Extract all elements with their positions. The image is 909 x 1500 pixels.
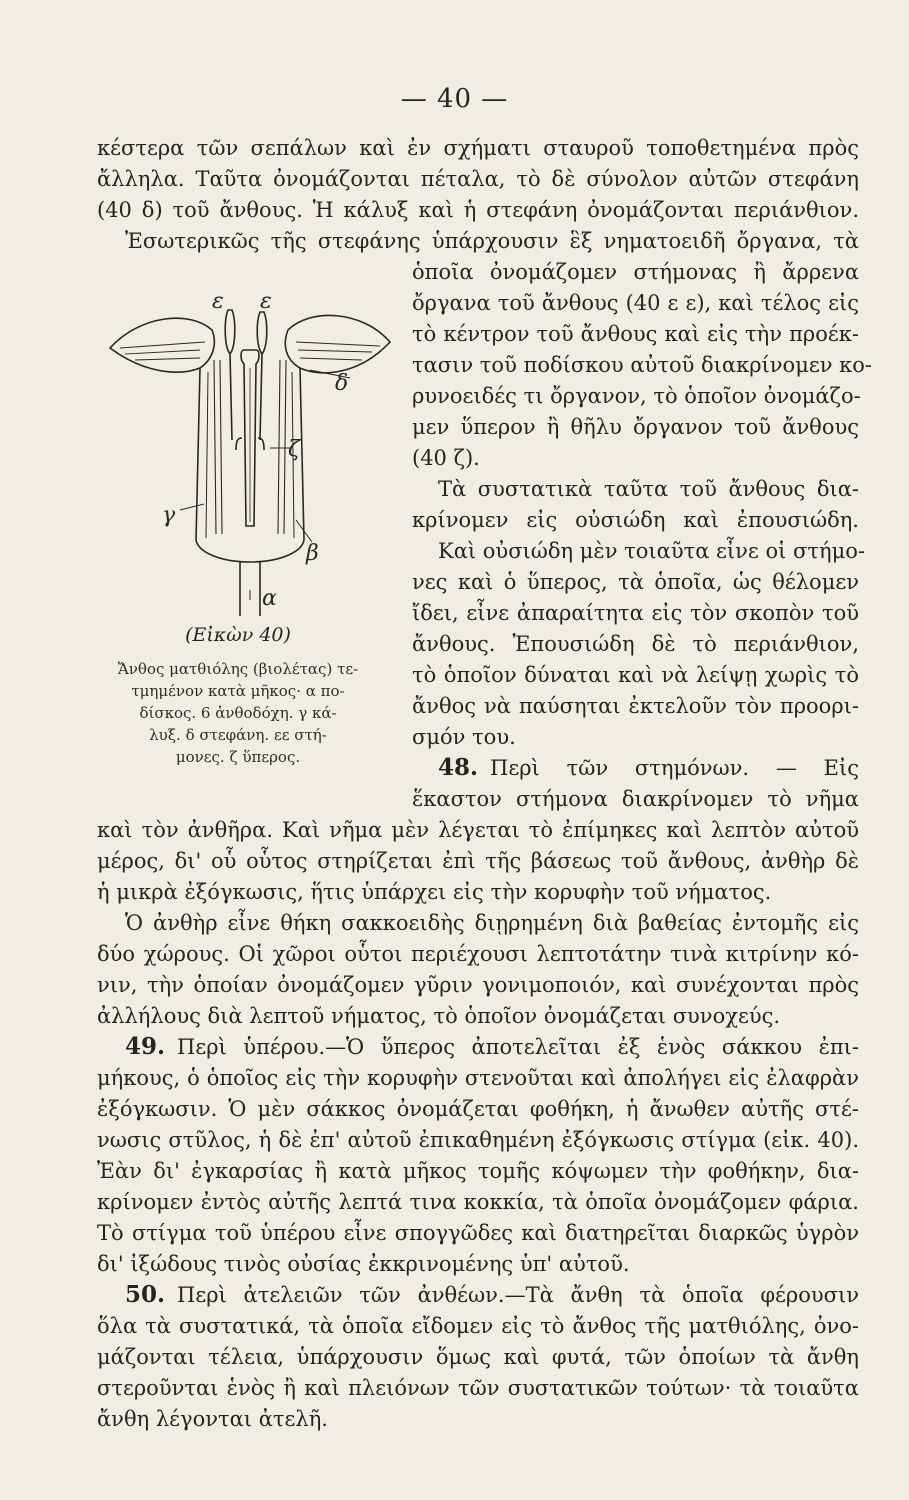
section-title-line: Περὶ τῶν στημόνων. — Εἰς — [490, 756, 859, 780]
section-number: 48. — [438, 754, 479, 781]
stamen-filament — [260, 354, 262, 440]
label-d: δ — [335, 371, 349, 396]
text-line: ἄνθος νὰ παύσηται ἐκτελοῦν τὸν προορι- — [412, 694, 859, 718]
text-line: ὄργανα τοῦ ἄνθους (40 ε ε), καὶ τέλος εἰς — [412, 291, 859, 315]
section-50-heading — [125, 1280, 859, 1310]
stamen-anther — [257, 312, 267, 354]
text-line: Καὶ οὐσιώδη μὲν τοιαῦτα εἶνε οἱ στήμο- — [438, 539, 865, 563]
label-e-2: ε — [260, 290, 272, 314]
text-line: ἄνθη λέγονται ἀτελῆ. — [97, 1407, 328, 1431]
text-line: Ὁ ἀνθὴρ εἶνε θήκη σακκοειδὴς διῃρημένη διὰ βαθείας ἐντομῆς εἰς — [125, 911, 859, 935]
figure-caption-line: δίσκος. 6 ἀνθοδόχη. γ κά- — [139, 704, 337, 722]
text-line: δύο χώρους. Οἱ χῶροι οὗτοι περιέχουσι λεπτοτάτην τινὰ κιτρίνην κό- — [97, 942, 859, 966]
text-line: σμόν του. — [412, 725, 516, 749]
text-line: νες καὶ ὁ ὕπερος, τὰ ὁποῖα, ὡς θέλομεν — [412, 570, 859, 594]
text-line: ὅλα τὰ συστατικά, τὰ ὁποῖα εἴδομεν εἰς τὸ ἄνθος τῆς ματθιόλης, ὀνο- — [97, 1314, 859, 1338]
text-line: στεροῦνται ἑνὸς ἢ καὶ πλειόνων τῶν συστατικῶν τούτων· τὰ τοιαῦτα — [97, 1376, 859, 1400]
text-line: τασιν τοῦ ποδίσκου αὐτοῦ διακρίνομεν κο- — [412, 353, 873, 377]
figure-caption-line: Ἄνθος ματθιόλης (βιολέτας) τε- — [117, 660, 359, 678]
text-line: ἕκαστον στήμονα διακρίνομεν τὸ νῆμα — [412, 787, 859, 811]
petal-hatching — [120, 342, 205, 360]
section-number: 49. — [125, 1033, 166, 1060]
text-line: κέστερα τῶν σεπάλων καὶ ἐν σχήματι σταυροῦ τοποθετημένα πρὸς — [97, 136, 859, 160]
text-line: δι' ἰξώδους τινὸς οὐσίας ἐκκρινομένης ὑπ' αὐτοῦ. — [97, 1252, 630, 1276]
text-line: ἄνθους. Ἐπουσιώδη δὲ τὸ περιάνθιον, — [412, 632, 859, 656]
text-line: καὶ τὸν ἀνθῆρα. Καὶ νῆμα μὲν λέγεται τὸ ἐπίμηκες καὶ λεπτὸν αὐτοῦ — [97, 818, 859, 842]
label-b: β — [306, 541, 319, 566]
text-line: μέρος, δι' οὗ οὗτος στηρίζεται ἐπὶ τῆς βάσεως τοῦ ἄνθους, ἀνθὴρ δὲ — [97, 849, 859, 873]
text-line: (40 ζ). — [412, 446, 480, 470]
text-line: Ἐσωτερικῶς τῆς στεφάνης ὑπάρχουσιν ἓξ νηματοειδῆ ὄργανα, τὰ — [125, 229, 859, 253]
figure-caption-line: τμημένον κατὰ μῆκος· α πο- — [131, 682, 345, 700]
label-e-1: ε — [212, 290, 224, 314]
page-number: — 40 — — [400, 84, 509, 114]
text-line: ρυνοειδές τι ὄργανον, τὸ ὁποῖον ὀνομάζο- — [412, 384, 861, 408]
text-line: μάζονται τέλεια, ὑπάρχουσιν ὅμως καὶ φυτά, τῶν ὁποίων τὰ ἄνθη — [97, 1345, 859, 1369]
leader-line — [180, 504, 204, 510]
text-line: τὸ ὁποῖον δύναται καὶ νὰ λείψῃ χωρὶς τὸ — [412, 663, 859, 687]
text-line: νιν, τὴν ὁποίαν ὀνομάζομεν γῦριν γονιμοποιόν, καὶ συνέχονται πρὸς — [97, 973, 859, 997]
label-z: ζ — [288, 437, 300, 462]
text-line: (40 δ) τοῦ ἄνθους. Ἡ κάλυξ καὶ ἡ στεφάνη ὀνομάζονται περιάνθιον. — [97, 198, 859, 222]
text-line: μήκους, ὁ ὁποῖος εἰς τὴν κορυφὴν στενοῦται καὶ ἀπολήγει εἰς ἐλαφρὰν — [97, 1066, 859, 1090]
section-49-heading — [125, 1032, 859, 1062]
section-48-heading — [438, 753, 859, 783]
text-line: ἐξόγκωσιν. Ὁ μὲν σάκκος ὀνομάζεται φοθήκη, ἡ ἄνωθεν αὐτῆς στέ- — [97, 1097, 859, 1121]
section-title-line: Περὶ ὑπέρου.—Ὁ ὕπερος ἀποτελεῖται ἐξ ἑνὸς σάκκου ἐπι- — [177, 1035, 859, 1059]
flower-section-figure — [100, 290, 400, 620]
pedicel — [240, 562, 260, 616]
text-line: ἴδει, εἶνε ἀπαραίτητα εἰς τὸν σκοπὸν τοῦ — [412, 601, 859, 625]
text-line: ὁποῖα ὀνομάζομεν στήμονας ἢ ἄρρενα — [412, 260, 859, 284]
text-line: τὸ κέντρον τοῦ ἄνθους καὶ εἰς τὴν προέκ- — [412, 322, 859, 346]
text-line: Τὸ στίγμα τοῦ ὑπέρου εἶνε σπογγῶδες καὶ διατηρεῖται διαρκῶς ὑγρὸν — [97, 1221, 859, 1245]
text-line: μεν ὕπερον ἢ θῆλυ ὄργανον τοῦ ἄνθους — [412, 415, 859, 439]
text-line: κρίνομεν ἐντὸς αὐτῆς λεπτά τινα κοκκία, τὰ ὁποῖα ὀνομάζομεν φάρια. — [97, 1190, 859, 1214]
section-number: 50. — [125, 1281, 166, 1308]
label-a: α — [262, 586, 277, 611]
petal-hatching — [296, 342, 380, 360]
section-title-line: Περὶ ἀτελειῶν τῶν ἀνθέων.—Τὰ ἄνθη τὰ ὁποῖα φέρουσιν — [177, 1283, 859, 1307]
figure-title: (Εἰκὼν 40) — [185, 624, 291, 646]
text-line: Ἐὰν δι' ἐγκαρσίας ἢ κατὰ μῆκος τομῆς κόψωμεν τὴν φοθήκην, δια- — [97, 1159, 859, 1183]
label-g: γ — [162, 503, 176, 528]
text-line: νωσις στῦλος, ἡ δὲ ἐπ' αὐτοῦ ἐπικαθημένη ἐξόγκωσις στίγμα (εἰκ. 40). — [97, 1128, 859, 1152]
text-line: ἡ μικρὰ ἐξόγκωσις, ἥτις ὑπάρχει εἰς τὴν κορυφὴν τοῦ νήματος. — [97, 880, 772, 904]
text-line: ἀλλήλους διὰ λεπτοῦ νήματος, τὸ ὁποῖον ὀνομάζεται συνοχεύς. — [97, 1004, 781, 1028]
figure-caption-line: λυξ. δ στεφάνη. εε στή- — [149, 726, 327, 744]
text-line: ἄλληλα. Ταῦτα ὀνομάζονται πέταλα, τὸ δὲ σύνολον αὐτῶν στεφάνη — [97, 167, 859, 191]
stamen-anther — [225, 310, 235, 354]
stamen-filament — [230, 354, 232, 440]
text-line: Τὰ συστατικὰ ταῦτα τοῦ ἄνθους δια- — [438, 477, 859, 501]
text-line: κρίνομεν εἰς οὐσιώδη καὶ ἐπουσιώδη. — [412, 508, 859, 532]
figure-caption-line: μονες. ζ ὕπερος. — [175, 748, 301, 766]
